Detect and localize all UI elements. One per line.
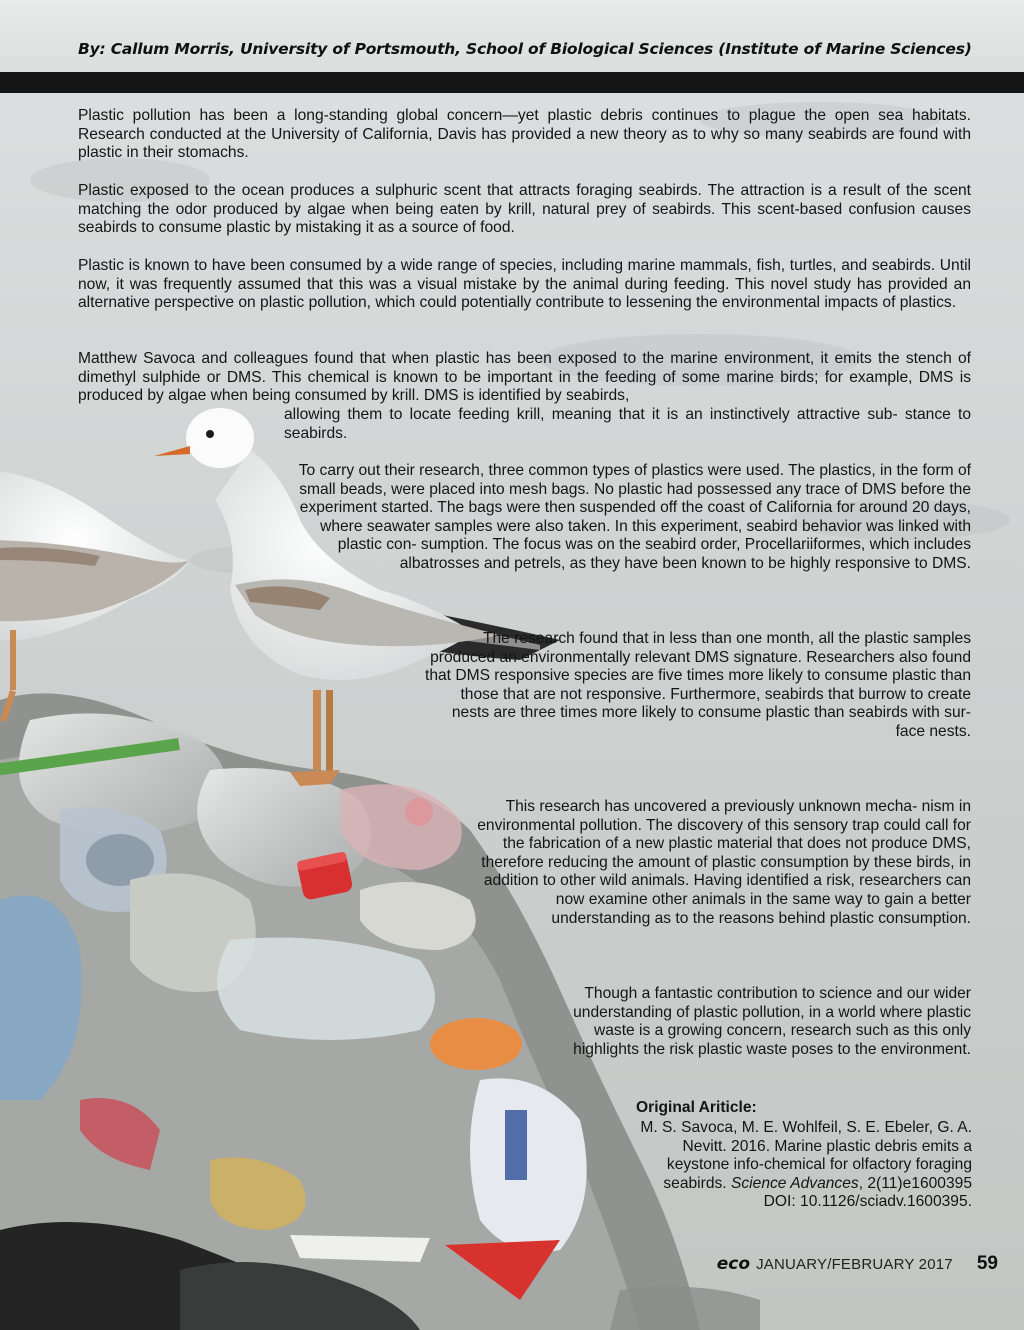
paragraph-savoca: Matthew Savoca and colleagues found that when plastic has been exposed to the marine environment, it emits the stench of dimethyl sulphide or DMS. This chemical is known to be important in the feeding of some marine birds; for example, DMS is produced by algae when being consumed by krill. DMS is identified by seabirds, (78, 350, 971, 405)
header-rule (0, 72, 1024, 93)
header-band (0, 0, 1024, 72)
reference-citation: , 2(11)e1600395 DOI: 10.1126/sciadv.1600395. (763, 1174, 972, 1211)
original-article-reference (630, 1119, 972, 1212)
paragraph-scent: Plastic exposed to the ocean produces a sulphuric scent that attracts foraging seabirds. The attraction is a result of the scent matching the odor produced by algae when being eaten by krill, natural prey of seabirds. This scent-based confusion causes seabirds to consume plastic by mistaking it as a source of food. (78, 182, 971, 237)
eco-brand-logo: eco (716, 1254, 751, 1274)
paragraph-mechanism: This research has uncovered a previously unknown mecha- nism in environmental pollution. The discovery of this sensory trap could call for the fabrication of a new plastic material that does not produce DMS, therefore reducing the amount of plastic consumption by these birds, in addition to other wild animals. Having identified a risk, researchers can now examine other animals in the same way to gain a better understanding as to the reasons behind plastic consumption. (477, 798, 971, 927)
paragraph-methods: To carry out their research, three common types of plastics were used. The plastics, in the form of small beads, were placed into mesh bags. No plastic had possessed any trace of DMS before the experiment started. The bags were then suspended off the coast of California for around 20 days, where seawater samples were also taken. In this experiment, seabird behavior was linked with plastic con- sumption. The focus was on the seabird order, Procellariiformes, which includes albatrosses and petrels, as they have been known to be highly responsive to DMS. (298, 462, 971, 572)
original-article-heading: Original Ariticle: (636, 1099, 757, 1116)
paragraph-species: Plastic is known to have been consumed by a wide range of species, including marine mammals, fish, turtles, and seabirds. Until now, it was frequently assumed that this was a visual mistake by the animal during feeding. This novel study has provided an alternative perspective on plastic pollution, which could potentially contribute to lessening the environmental impacts of plastics. (78, 257, 971, 312)
paragraph-intro: Plastic pollution has been a long-standing global concern—yet plastic debris continues to plague the open sea habitats. Research conducted at the University of California, Davis has provided a new theory as to why so many seabirds are found with plastic in their stomachs. (78, 107, 971, 162)
page-number: 59 (976, 1253, 998, 1274)
paragraph-savoca-continued: allowing them to locate feeding krill, meaning that it is an instinctively attractive sub- stance to seabirds. (284, 406, 971, 442)
reference-journal: Science Advances (730, 1174, 859, 1192)
paragraph-conclusion: Though a fantastic contribution to science and our wider understanding of plastic pollution, in a world where plastic waste is a growing concern, research such as this only highlights the risk plastic waste poses to the environment. (573, 985, 971, 1058)
issue-date: JANUARY/FEBRUARY 2017 (756, 1256, 953, 1273)
reference-authors: M. S. Savoca, M. E. Wohlfeil, S. E. Ebeler, G. A. Nevitt. 2016. Marine plastic debris emits a keystone info-chemical for olfactory foraging seabirds. (640, 1119, 972, 1192)
paragraph-results: The research found that in less than one month, all the plastic samples produced an environmentally relevant DMS signature. Researchers also found that DMS responsive species are five times more likely to consume plastic than those that are not responsive. Furthermore, seabirds that burrow to create nests are three times more likely to consume plastic than seabirds with sur- face nests. (424, 630, 971, 740)
author-byline: By: Callum Morris, University of Portsmouth, School of Biological Sciences (Institute of Marine Sciences) (78, 40, 972, 58)
page-footer (717, 1253, 998, 1275)
